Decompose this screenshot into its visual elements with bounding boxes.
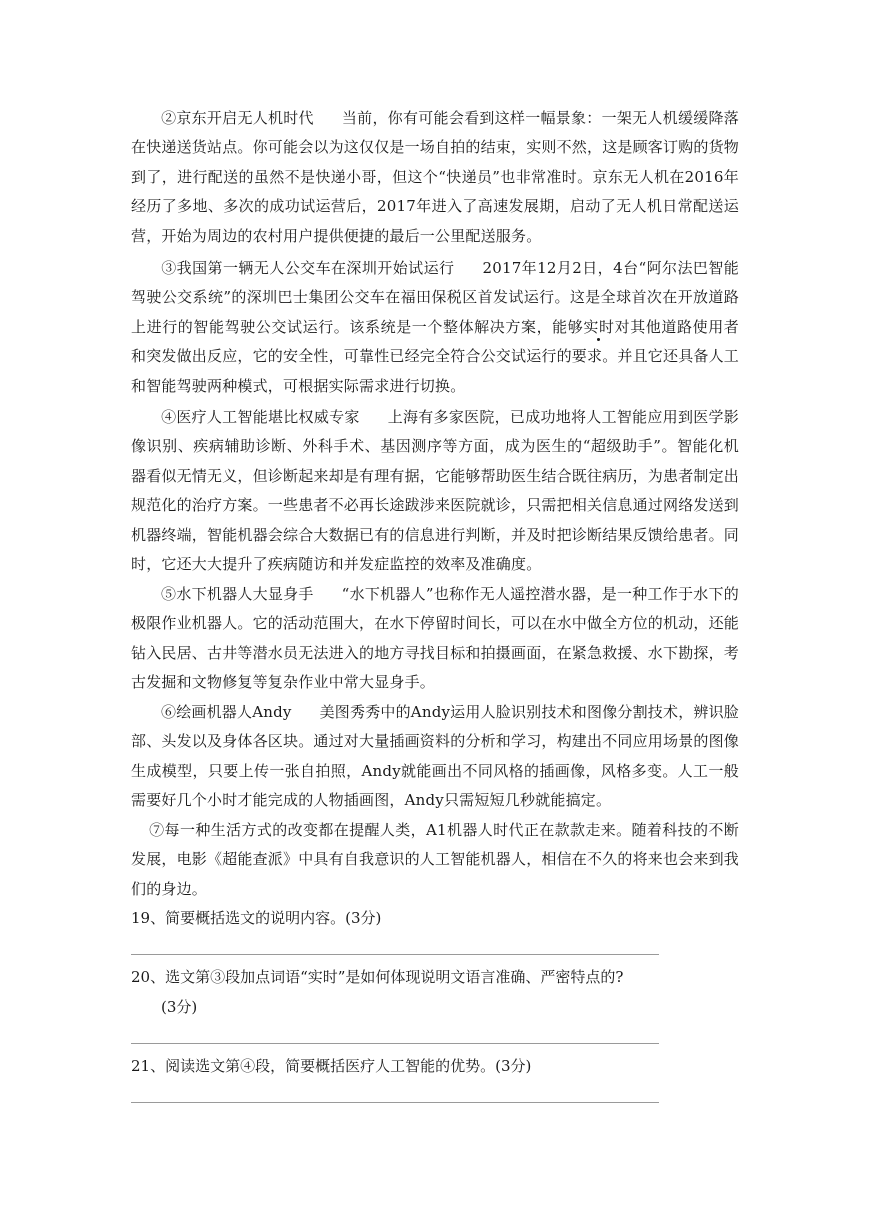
question-text: 21、阅读选文第④段，简要概括医疗人工智能的优势。(3分) xyxy=(131,1057,532,1075)
paragraph-heading: ⑤水下机器人大显身手 xyxy=(161,585,314,603)
question-score: (3分) xyxy=(161,998,198,1016)
answer-line-20[interactable] xyxy=(131,1043,659,1044)
question-20 xyxy=(131,962,751,1022)
paragraph-body: 上海有多家医院，已成功地将人工智能应用到医学影像识别、疾病辅助诊断、外科手术、基因测序等方面，成为医生的“超级助手”。智能化机器看似无情无义，但诊断起来却是有理有据，它能够帮助医生结合既往病历，为患者制定出规范化的治疗方案。一些患者不必再长途跋涉来医院就诊，只需把相关信息通过网络发送到机器终端，智能机器会综合大数据已有的信息进行判断，并及时把诊断结果反馈给患者。同时，它还大大提升了疾病随访和并发症监控的效率及准确度。 xyxy=(131,408,740,574)
paragraph-heading: ⑥绘画机器人Andy xyxy=(161,703,292,721)
paragraph-body-before: 2017年12月2日，4台“阿尔法巴智能驾驶公交系统”的深圳巴士集团公交车在福田保税区首发试运行。这是全球首次在开放道路上进行的智能驾驶公交试运行。该系统是一个整体解决方案，能够 xyxy=(131,259,739,336)
dotted-term: 实时 xyxy=(583,317,615,336)
paragraph-heading: ②京东开启无人机时代 xyxy=(161,109,314,127)
question-text: 19、简要概括选文的说明内容。(3分) xyxy=(131,909,382,927)
question-19 xyxy=(131,903,751,933)
paragraph-heading: ③我国第一辆无人公交车在深圳开始试运行 xyxy=(161,259,455,277)
paragraph-body: “水下机器人”也称作无人遥控潜水器，是一种工作于水下的极限作业机器人。它的活动范围大，在水下停留时间长，可以在水中做全方位的机动，还能钻入民居、古井等潜水员无法进入的地方寻找目标和拍摄画面，在紧急救援、水下勘探，考古发掘和文物修复等复杂作业中常大显身手。 xyxy=(131,585,740,692)
paragraph-body: 当前，你有可能会看到这样一幅景象：一架无人机缓缓降落在快递送货站点。你可能会以为这仅仅是一场自拍的结束，实则不然，这是顾客订购的货物到了，进行配送的虽然不是快递小哥，但这个“快递员”也非常准时。京东无人机在2016年经历了多地、多次的成功试运营后，2017年进入了高速发展期，启动了无人机日常配送运营，开始为周边的农村用户提供便捷的最后一公里配送服务。 xyxy=(131,109,740,245)
paragraph-7 xyxy=(131,816,739,904)
paragraph-6 xyxy=(131,698,739,816)
question-text: 20、选文第③段加点词语“实时”是如何体现说明文语言准确、严密特点的? xyxy=(131,968,624,986)
paragraph-heading: ④医疗人工智能堪比权威专家 xyxy=(161,408,360,426)
question-21 xyxy=(131,1051,751,1081)
paragraph-4 xyxy=(131,403,739,579)
paragraph-body: ⑦每一种生活方式的改变都在提醒人类，A1机器人时代正在款款走来。随着科技的不断发展，电影《超能查派》中具有自我意识的人工智能机器人，相信在不久的将来也会来到我们的身边。 xyxy=(131,821,740,898)
paragraph-5 xyxy=(131,580,739,698)
paragraph-body: 美图秀秀中的Andy运用人脸识别技术和图像分割技术，辨识脸部、头发以及身体各区块。通过对大量插画资料的分析和学习，构建出不同应用场景的图像生成模型，只要上传一张自拍照，Andy就能画出不同风格的插画像，风格多变。人工一般需要好几个小时才能完成的人物插画图，Andy只需短短几秒就能搞定。 xyxy=(131,703,740,810)
paragraph-2 xyxy=(131,104,739,251)
answer-line-19[interactable] xyxy=(131,954,659,955)
paragraph-body-after: 对其他道路使用者和突发做出反应，它的安全性，可靠性已经完全符合公交试运行的要求。并且它还具备人工和智能驾驶两种模式，可根据实际需求进行切换。 xyxy=(131,317,740,395)
answer-line-21[interactable] xyxy=(131,1102,659,1103)
paragraph-3 xyxy=(131,254,739,401)
